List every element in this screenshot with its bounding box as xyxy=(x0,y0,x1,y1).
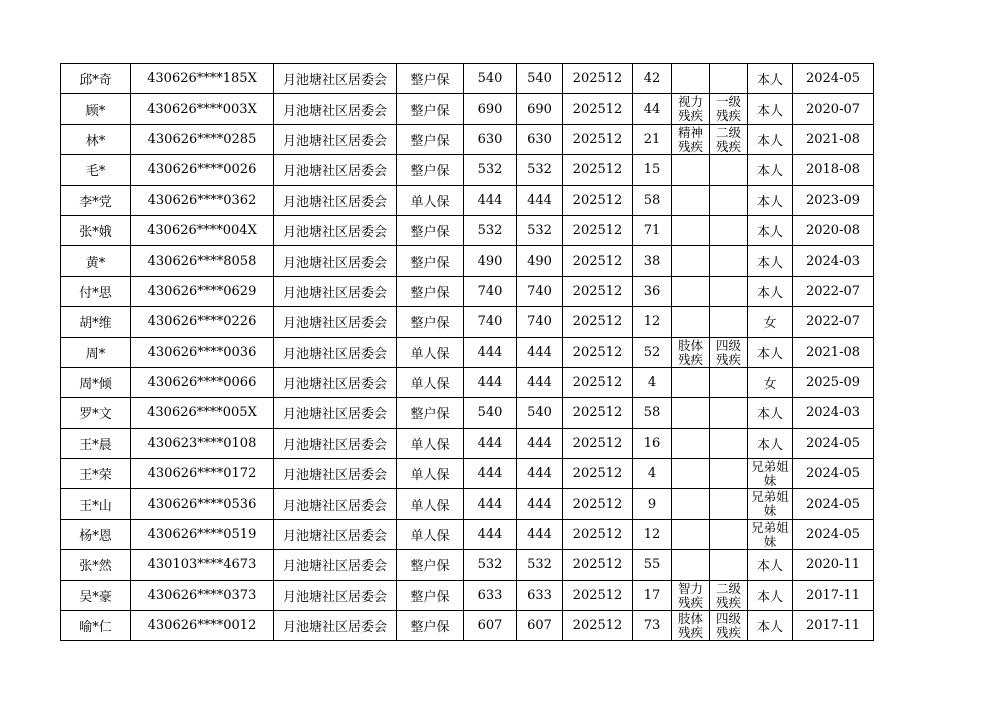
id-number-cell: 430626****0362 xyxy=(131,185,274,215)
id-number-cell: 430626****0172 xyxy=(131,459,274,489)
disability-type-cell-text: 视力残疾 xyxy=(677,95,703,124)
table-row xyxy=(61,276,874,306)
amount-cell-2: 540 xyxy=(517,398,563,428)
table-row xyxy=(61,155,874,185)
relation-cell-text: 兄弟姐妹 xyxy=(751,520,789,549)
disability-level-cell-text xyxy=(710,369,747,397)
name-cell: 王*山 xyxy=(61,489,131,519)
disability-level-cell xyxy=(710,276,748,306)
disability-type-cell xyxy=(672,428,710,458)
name-cell: 李*党 xyxy=(61,185,131,215)
relation-cell xyxy=(748,459,793,489)
id-number-cell: 430626****0373 xyxy=(131,580,274,610)
community-cell: 月池塘社区居委会 xyxy=(274,428,397,458)
community-cell: 月池塘社区居委会 xyxy=(274,519,397,549)
date-cell: 2020-11 xyxy=(793,550,874,580)
disability-type-cell xyxy=(672,337,710,367)
relief-roster-table xyxy=(60,63,874,641)
date-cell: 2024-05 xyxy=(793,519,874,549)
table-row xyxy=(61,611,874,641)
roster-body xyxy=(61,64,874,641)
period-cell: 202512 xyxy=(563,489,633,519)
id-number-cell: 430626****0519 xyxy=(131,519,274,549)
assistance-type-cell: 单人保 xyxy=(397,337,464,367)
age-cell: 21 xyxy=(633,124,672,154)
assistance-type-cell: 整户保 xyxy=(397,276,464,306)
table-row xyxy=(61,398,874,428)
age-cell: 16 xyxy=(633,428,672,458)
amount-cell: 444 xyxy=(464,489,517,519)
community-cell: 月池塘社区居委会 xyxy=(274,276,397,306)
disability-type-cell-text xyxy=(672,187,709,215)
disability-level-cell-text: 二级残疾 xyxy=(715,125,741,154)
disability-type-cell-text xyxy=(672,217,709,245)
table-row xyxy=(61,459,874,489)
community-cell: 月池塘社区居委会 xyxy=(274,398,397,428)
community-cell: 月池塘社区居委会 xyxy=(274,215,397,245)
amount-cell-2: 690 xyxy=(517,94,563,124)
id-number-cell: 430626****0036 xyxy=(131,337,274,367)
period-cell: 202512 xyxy=(563,459,633,489)
amount-cell: 444 xyxy=(464,185,517,215)
period-cell: 202512 xyxy=(563,185,633,215)
assistance-type-cell: 单人保 xyxy=(397,367,464,397)
disability-type-cell xyxy=(672,459,710,489)
period-cell: 202512 xyxy=(563,246,633,276)
date-cell: 2020-07 xyxy=(793,94,874,124)
disability-type-cell-text xyxy=(672,521,709,549)
amount-cell-2: 740 xyxy=(517,276,563,306)
disability-type-cell xyxy=(672,155,710,185)
disability-level-cell xyxy=(710,307,748,337)
age-cell: 4 xyxy=(633,459,672,489)
assistance-type-cell: 整户保 xyxy=(397,124,464,154)
disability-type-cell xyxy=(672,489,710,519)
name-cell: 罗*文 xyxy=(61,398,131,428)
community-cell: 月池塘社区居委会 xyxy=(274,459,397,489)
id-number-cell: 430626****0536 xyxy=(131,489,274,519)
date-cell: 2025-09 xyxy=(793,367,874,397)
name-cell: 林* xyxy=(61,124,131,154)
date-cell: 2022-07 xyxy=(793,276,874,306)
relation-cell: 本人 xyxy=(748,611,793,641)
date-cell: 2022-07 xyxy=(793,307,874,337)
period-cell: 202512 xyxy=(563,124,633,154)
disability-level-cell-text xyxy=(710,399,747,427)
name-cell: 张*然 xyxy=(61,550,131,580)
amount-cell-2: 630 xyxy=(517,124,563,154)
date-cell: 2024-05 xyxy=(793,459,874,489)
disability-level-cell-text xyxy=(710,156,747,184)
assistance-type-cell: 单人保 xyxy=(397,489,464,519)
disability-type-cell xyxy=(672,611,710,641)
date-cell: 2023-09 xyxy=(793,185,874,215)
amount-cell: 540 xyxy=(464,64,517,94)
id-number-cell: 430103****4673 xyxy=(131,550,274,580)
assistance-type-cell: 整户保 xyxy=(397,64,464,94)
relation-cell: 本人 xyxy=(748,398,793,428)
disability-type-cell xyxy=(672,185,710,215)
name-cell: 喻*仁 xyxy=(61,611,131,641)
disability-type-cell xyxy=(672,215,710,245)
age-cell: 12 xyxy=(633,307,672,337)
age-cell: 4 xyxy=(633,367,672,397)
period-cell: 202512 xyxy=(563,276,633,306)
table-row xyxy=(61,185,874,215)
table-row xyxy=(61,64,874,94)
relation-cell: 本人 xyxy=(748,428,793,458)
disability-level-cell xyxy=(710,580,748,610)
date-cell: 2024-05 xyxy=(793,64,874,94)
relation-cell: 本人 xyxy=(748,337,793,367)
community-cell: 月池塘社区居委会 xyxy=(274,489,397,519)
date-cell: 2024-05 xyxy=(793,489,874,519)
disability-level-cell-text xyxy=(710,217,747,245)
date-cell: 2017-11 xyxy=(793,611,874,641)
date-cell: 2020-08 xyxy=(793,215,874,245)
assistance-type-cell: 整户保 xyxy=(397,155,464,185)
disability-level-cell xyxy=(710,611,748,641)
disability-type-cell-text: 肢体残疾 xyxy=(677,612,703,641)
name-cell: 吴*豪 xyxy=(61,580,131,610)
disability-type-cell xyxy=(672,550,710,580)
amount-cell-2: 444 xyxy=(517,519,563,549)
disability-level-cell-text xyxy=(710,521,747,549)
amount-cell: 444 xyxy=(464,428,517,458)
relation-cell: 本人 xyxy=(748,580,793,610)
disability-level-cell-text xyxy=(710,490,747,518)
disability-type-cell xyxy=(672,519,710,549)
disability-type-cell xyxy=(672,246,710,276)
amount-cell-2: 444 xyxy=(517,489,563,519)
disability-type-cell-text: 智力残疾 xyxy=(677,581,703,610)
disability-type-cell xyxy=(672,398,710,428)
amount-cell: 532 xyxy=(464,550,517,580)
period-cell: 202512 xyxy=(563,580,633,610)
name-cell: 周*倾 xyxy=(61,367,131,397)
period-cell: 202512 xyxy=(563,215,633,245)
community-cell: 月池塘社区居委会 xyxy=(274,94,397,124)
amount-cell: 490 xyxy=(464,246,517,276)
age-cell: 44 xyxy=(633,94,672,124)
date-cell: 2017-11 xyxy=(793,580,874,610)
period-cell: 202512 xyxy=(563,550,633,580)
relation-cell-text: 兄弟姐妹 xyxy=(751,460,789,489)
id-number-cell: 430626****004X xyxy=(131,215,274,245)
amount-cell-2: 540 xyxy=(517,64,563,94)
relation-cell-text: 兄弟姐妹 xyxy=(751,490,789,519)
community-cell: 月池塘社区居委会 xyxy=(274,550,397,580)
disability-type-cell xyxy=(672,64,710,94)
disability-type-cell xyxy=(672,307,710,337)
disability-type-cell-text: 精神残疾 xyxy=(677,125,703,154)
age-cell: 42 xyxy=(633,64,672,94)
community-cell: 月池塘社区居委会 xyxy=(274,124,397,154)
id-number-cell: 430626****005X xyxy=(131,398,274,428)
disability-level-cell xyxy=(710,398,748,428)
amount-cell-2: 607 xyxy=(517,611,563,641)
disability-type-cell-text xyxy=(672,399,709,427)
age-cell: 58 xyxy=(633,185,672,215)
disability-level-cell-text xyxy=(710,551,747,579)
disability-type-cell-text xyxy=(672,430,709,458)
period-cell: 202512 xyxy=(563,94,633,124)
name-cell: 杨*恩 xyxy=(61,519,131,549)
assistance-type-cell: 整户保 xyxy=(397,215,464,245)
disability-level-cell-text xyxy=(710,430,747,458)
id-number-cell: 430626****0066 xyxy=(131,367,274,397)
disability-level-cell xyxy=(710,428,748,458)
disability-level-cell-text: 四级残疾 xyxy=(715,612,741,641)
amount-cell-2: 633 xyxy=(517,580,563,610)
table-row xyxy=(61,307,874,337)
disability-type-cell-text xyxy=(672,156,709,184)
assistance-type-cell: 整户保 xyxy=(397,611,464,641)
date-cell: 2021-08 xyxy=(793,124,874,154)
amount-cell: 633 xyxy=(464,580,517,610)
age-cell: 12 xyxy=(633,519,672,549)
table-row xyxy=(61,246,874,276)
disability-level-cell-text: 四级残疾 xyxy=(715,338,741,367)
disability-level-cell xyxy=(710,246,748,276)
amount-cell: 444 xyxy=(464,519,517,549)
amount-cell: 607 xyxy=(464,611,517,641)
community-cell: 月池塘社区居委会 xyxy=(274,580,397,610)
age-cell: 17 xyxy=(633,580,672,610)
amount-cell: 740 xyxy=(464,276,517,306)
assistance-type-cell: 整户保 xyxy=(397,246,464,276)
relation-cell xyxy=(748,489,793,519)
assistance-type-cell: 整户保 xyxy=(397,94,464,124)
age-cell: 71 xyxy=(633,215,672,245)
disability-level-cell-text xyxy=(710,65,747,93)
disability-type-cell xyxy=(672,124,710,154)
assistance-type-cell: 单人保 xyxy=(397,428,464,458)
disability-type-cell xyxy=(672,94,710,124)
relation-cell: 女 xyxy=(748,307,793,337)
period-cell: 202512 xyxy=(563,428,633,458)
disability-type-cell xyxy=(672,276,710,306)
date-cell: 2024-03 xyxy=(793,246,874,276)
amount-cell: 690 xyxy=(464,94,517,124)
name-cell: 顾* xyxy=(61,94,131,124)
relation-cell: 本人 xyxy=(748,124,793,154)
period-cell: 202512 xyxy=(563,155,633,185)
community-cell: 月池塘社区居委会 xyxy=(274,611,397,641)
relation-cell: 本人 xyxy=(748,550,793,580)
table-row xyxy=(61,337,874,367)
amount-cell: 540 xyxy=(464,398,517,428)
relation-cell xyxy=(748,519,793,549)
disability-type-cell-text xyxy=(672,247,709,275)
relation-cell: 本人 xyxy=(748,215,793,245)
amount-cell: 444 xyxy=(464,337,517,367)
disability-level-cell xyxy=(710,155,748,185)
relation-cell: 本人 xyxy=(748,64,793,94)
id-number-cell: 430626****8058 xyxy=(131,246,274,276)
period-cell: 202512 xyxy=(563,367,633,397)
disability-level-cell xyxy=(710,64,748,94)
id-number-cell: 430623****0108 xyxy=(131,428,274,458)
date-cell: 2024-05 xyxy=(793,428,874,458)
table-row xyxy=(61,489,874,519)
age-cell: 58 xyxy=(633,398,672,428)
table-row xyxy=(61,550,874,580)
assistance-type-cell: 整户保 xyxy=(397,580,464,610)
table-row xyxy=(61,367,874,397)
name-cell: 周* xyxy=(61,337,131,367)
disability-level-cell xyxy=(710,550,748,580)
relation-cell: 本人 xyxy=(748,246,793,276)
period-cell: 202512 xyxy=(563,398,633,428)
assistance-type-cell: 整户保 xyxy=(397,307,464,337)
disability-level-cell-text xyxy=(710,247,747,275)
id-number-cell: 430626****0026 xyxy=(131,155,274,185)
disability-level-cell xyxy=(710,367,748,397)
id-number-cell: 430626****185X xyxy=(131,64,274,94)
disability-level-cell-text: 一级残疾 xyxy=(715,95,741,124)
amount-cell-2: 532 xyxy=(517,550,563,580)
assistance-type-cell: 单人保 xyxy=(397,519,464,549)
name-cell: 王*荣 xyxy=(61,459,131,489)
relation-cell: 本人 xyxy=(748,155,793,185)
assistance-type-cell: 整户保 xyxy=(397,550,464,580)
age-cell: 52 xyxy=(633,337,672,367)
community-cell: 月池塘社区居委会 xyxy=(274,307,397,337)
amount-cell-2: 532 xyxy=(517,215,563,245)
disability-level-cell xyxy=(710,489,748,519)
assistance-type-cell: 单人保 xyxy=(397,185,464,215)
disability-type-cell xyxy=(672,580,710,610)
community-cell: 月池塘社区居委会 xyxy=(274,367,397,397)
amount-cell-2: 444 xyxy=(517,337,563,367)
disability-type-cell-text xyxy=(672,65,709,93)
table-row xyxy=(61,94,874,124)
table-row xyxy=(61,580,874,610)
id-number-cell: 430626****0226 xyxy=(131,307,274,337)
disability-level-cell xyxy=(710,94,748,124)
disability-level-cell xyxy=(710,337,748,367)
table-row xyxy=(61,428,874,458)
age-cell: 38 xyxy=(633,246,672,276)
relation-cell: 女 xyxy=(748,367,793,397)
age-cell: 73 xyxy=(633,611,672,641)
age-cell: 36 xyxy=(633,276,672,306)
amount-cell-2: 444 xyxy=(517,185,563,215)
id-number-cell: 430626****0285 xyxy=(131,124,274,154)
community-cell: 月池塘社区居委会 xyxy=(274,185,397,215)
disability-type-cell-text xyxy=(672,369,709,397)
disability-level-cell-text xyxy=(710,308,747,336)
age-cell: 15 xyxy=(633,155,672,185)
name-cell: 黄* xyxy=(61,246,131,276)
name-cell: 邱*奇 xyxy=(61,64,131,94)
name-cell: 付*思 xyxy=(61,276,131,306)
assistance-type-cell: 单人保 xyxy=(397,459,464,489)
relation-cell: 本人 xyxy=(748,276,793,306)
period-cell: 202512 xyxy=(563,307,633,337)
amount-cell: 444 xyxy=(464,459,517,489)
id-number-cell: 430626****0012 xyxy=(131,611,274,641)
table-row xyxy=(61,215,874,245)
disability-type-cell-text xyxy=(672,460,709,488)
period-cell: 202512 xyxy=(563,519,633,549)
amount-cell-2: 444 xyxy=(517,459,563,489)
amount-cell: 532 xyxy=(464,155,517,185)
id-number-cell: 430626****003X xyxy=(131,94,274,124)
disability-type-cell-text xyxy=(672,308,709,336)
assistance-type-cell: 整户保 xyxy=(397,398,464,428)
name-cell: 胡*维 xyxy=(61,307,131,337)
amount-cell-2: 740 xyxy=(517,307,563,337)
disability-level-cell-text: 二级残疾 xyxy=(715,581,741,610)
disability-level-cell xyxy=(710,124,748,154)
period-cell: 202512 xyxy=(563,64,633,94)
amount-cell: 630 xyxy=(464,124,517,154)
amount-cell: 740 xyxy=(464,307,517,337)
name-cell: 张*娥 xyxy=(61,215,131,245)
community-cell: 月池塘社区居委会 xyxy=(274,337,397,367)
disability-type-cell-text: 肢体残疾 xyxy=(677,338,703,367)
amount-cell-2: 490 xyxy=(517,246,563,276)
disability-level-cell-text xyxy=(710,278,747,306)
age-cell: 9 xyxy=(633,489,672,519)
disability-level-cell xyxy=(710,185,748,215)
id-number-cell: 430626****0629 xyxy=(131,276,274,306)
disability-level-cell-text xyxy=(710,460,747,488)
date-cell: 2024-03 xyxy=(793,398,874,428)
table-row xyxy=(61,519,874,549)
disability-level-cell xyxy=(710,519,748,549)
community-cell: 月池塘社区居委会 xyxy=(274,155,397,185)
disability-type-cell-text xyxy=(672,490,709,518)
amount-cell: 532 xyxy=(464,215,517,245)
relation-cell: 本人 xyxy=(748,94,793,124)
disability-level-cell-text xyxy=(710,187,747,215)
disability-type-cell-text xyxy=(672,278,709,306)
amount-cell-2: 532 xyxy=(517,155,563,185)
amount-cell-2: 444 xyxy=(517,428,563,458)
amount-cell: 444 xyxy=(464,367,517,397)
disability-type-cell-text xyxy=(672,551,709,579)
age-cell: 55 xyxy=(633,550,672,580)
name-cell: 王*晨 xyxy=(61,428,131,458)
period-cell: 202512 xyxy=(563,337,633,367)
name-cell: 毛* xyxy=(61,155,131,185)
community-cell: 月池塘社区居委会 xyxy=(274,246,397,276)
date-cell: 2018-08 xyxy=(793,155,874,185)
relation-cell: 本人 xyxy=(748,185,793,215)
period-cell: 202512 xyxy=(563,611,633,641)
disability-type-cell xyxy=(672,367,710,397)
disability-level-cell xyxy=(710,215,748,245)
amount-cell-2: 444 xyxy=(517,367,563,397)
community-cell: 月池塘社区居委会 xyxy=(274,64,397,94)
date-cell: 2021-08 xyxy=(793,337,874,367)
table-row xyxy=(61,124,874,154)
disability-level-cell xyxy=(710,459,748,489)
